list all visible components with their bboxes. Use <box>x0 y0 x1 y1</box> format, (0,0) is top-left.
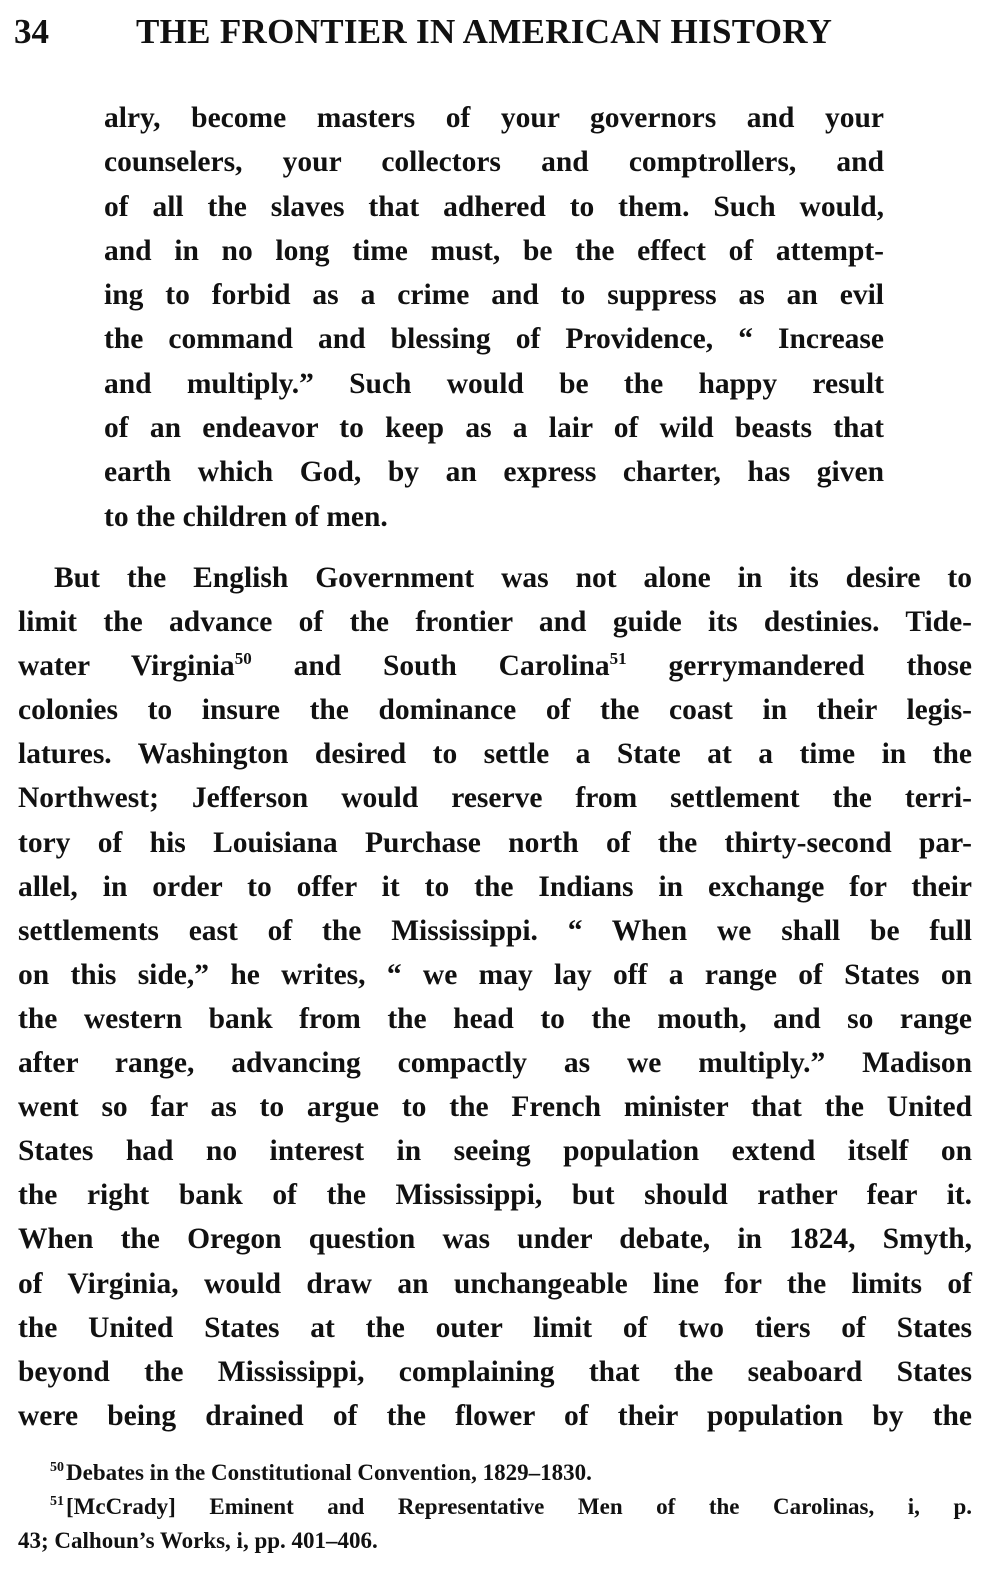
running-head <box>14 12 864 62</box>
paragraph-line: on this side,” he writes, “ we may lay off a range of States on <box>18 958 972 991</box>
quote-line: counselers, your collectors and comptrollers, and <box>104 146 884 179</box>
paragraph-text: water Virginia <box>18 650 235 683</box>
paragraph-text: and South Carolina <box>251 650 610 683</box>
quote-line: ing to forbid as a crime and to suppress as an evil <box>104 279 884 312</box>
paragraph-line: went so far as to argue to the French minister that the United <box>18 1091 972 1124</box>
paragraph-line: tory of his Louisiana Purchase north of the thirty-second par- <box>18 826 972 859</box>
paragraph-line: latures. Washington desired to settle a State at a time in the <box>18 738 972 771</box>
quote-line: and multiply.” Such would be the happy result <box>104 367 884 400</box>
quote-line: the command and blessing of Providence, “ Increase <box>104 323 884 356</box>
paragraph-line: the right bank of the Mississippi, but should rather fear it. <box>18 1179 972 1212</box>
footnote-ref-50: 50 <box>234 649 252 669</box>
quote-line: of all the slaves that adhered to them. Such would, <box>104 190 884 223</box>
page-number: 34 <box>14 12 49 51</box>
paragraph-line <box>18 644 972 688</box>
paragraph-line: settlements east of the Mississippi. “ When we shall be full <box>18 914 972 947</box>
footnote-marker: 51 <box>50 1494 64 1509</box>
paragraph-line: of Virginia, would draw an unchangeable line for the limits of <box>18 1267 972 1300</box>
paragraph-line: Northwest; Jefferson would reserve from settlement the terri- <box>18 782 972 815</box>
quote-line: of an endeavor to keep as a lair of wild beasts that <box>104 412 884 445</box>
paragraph-line: allel, in order to offer it to the Indians in exchange for their <box>18 870 972 903</box>
paragraph-line: But the English Government was not alone in its desire to <box>54 562 972 594</box>
paragraph-line: colonies to insure the dominance of the coast in their legis- <box>18 694 972 727</box>
paragraph-text: gerrymandered those <box>626 650 972 683</box>
paragraph-line: States had no interest in seeing population extend itself on <box>18 1135 972 1168</box>
footnote-text: Debates in the Constitutional Convention, 1829–1830. <box>66 1460 592 1485</box>
paragraph-line: the western bank from the head to the mouth, and so range <box>18 1002 972 1035</box>
quote-line: and in no long time must, be the effect of attempt- <box>104 234 884 267</box>
quote-line: earth which God, by an express charter, has given <box>104 456 884 489</box>
paragraph-line: beyond the Mississippi, complaining that the seaboard States <box>18 1355 972 1388</box>
footnote-text: [McCrady] Eminent and Representative Men of the Carolinas, i, p. <box>66 1494 972 1519</box>
paragraph-line: the United States at the outer limit of two tiers of States <box>18 1311 972 1344</box>
footnotes <box>18 1456 972 1558</box>
footnote-51 <box>18 1490 972 1524</box>
quote-line: alry, become masters of your governors and your <box>104 102 884 134</box>
footnote-50 <box>18 1456 972 1490</box>
paragraph-line: were being drained of the flower of their population by the <box>18 1399 972 1432</box>
footnote-51-continuation: 43; Calhoun’s Works, i, pp. 401–406. <box>18 1528 378 1553</box>
paragraph-line: after range, advancing compactly as we multiply.” Madison <box>18 1047 972 1080</box>
paragraph-line: When the Oregon question was under debate, in 1824, Smyth, <box>18 1223 972 1256</box>
paragraph-line: limit the advance of the frontier and guide its destinies. Tide- <box>18 606 972 639</box>
body-paragraph <box>18 556 972 1438</box>
block-quote <box>104 96 884 539</box>
footnote-ref-51: 51 <box>609 649 627 669</box>
running-title: THE FRONTIER IN AMERICAN HISTORY <box>136 12 833 51</box>
quote-line: to the children of men. <box>104 500 388 533</box>
footnote-marker: 50 <box>50 1460 64 1475</box>
